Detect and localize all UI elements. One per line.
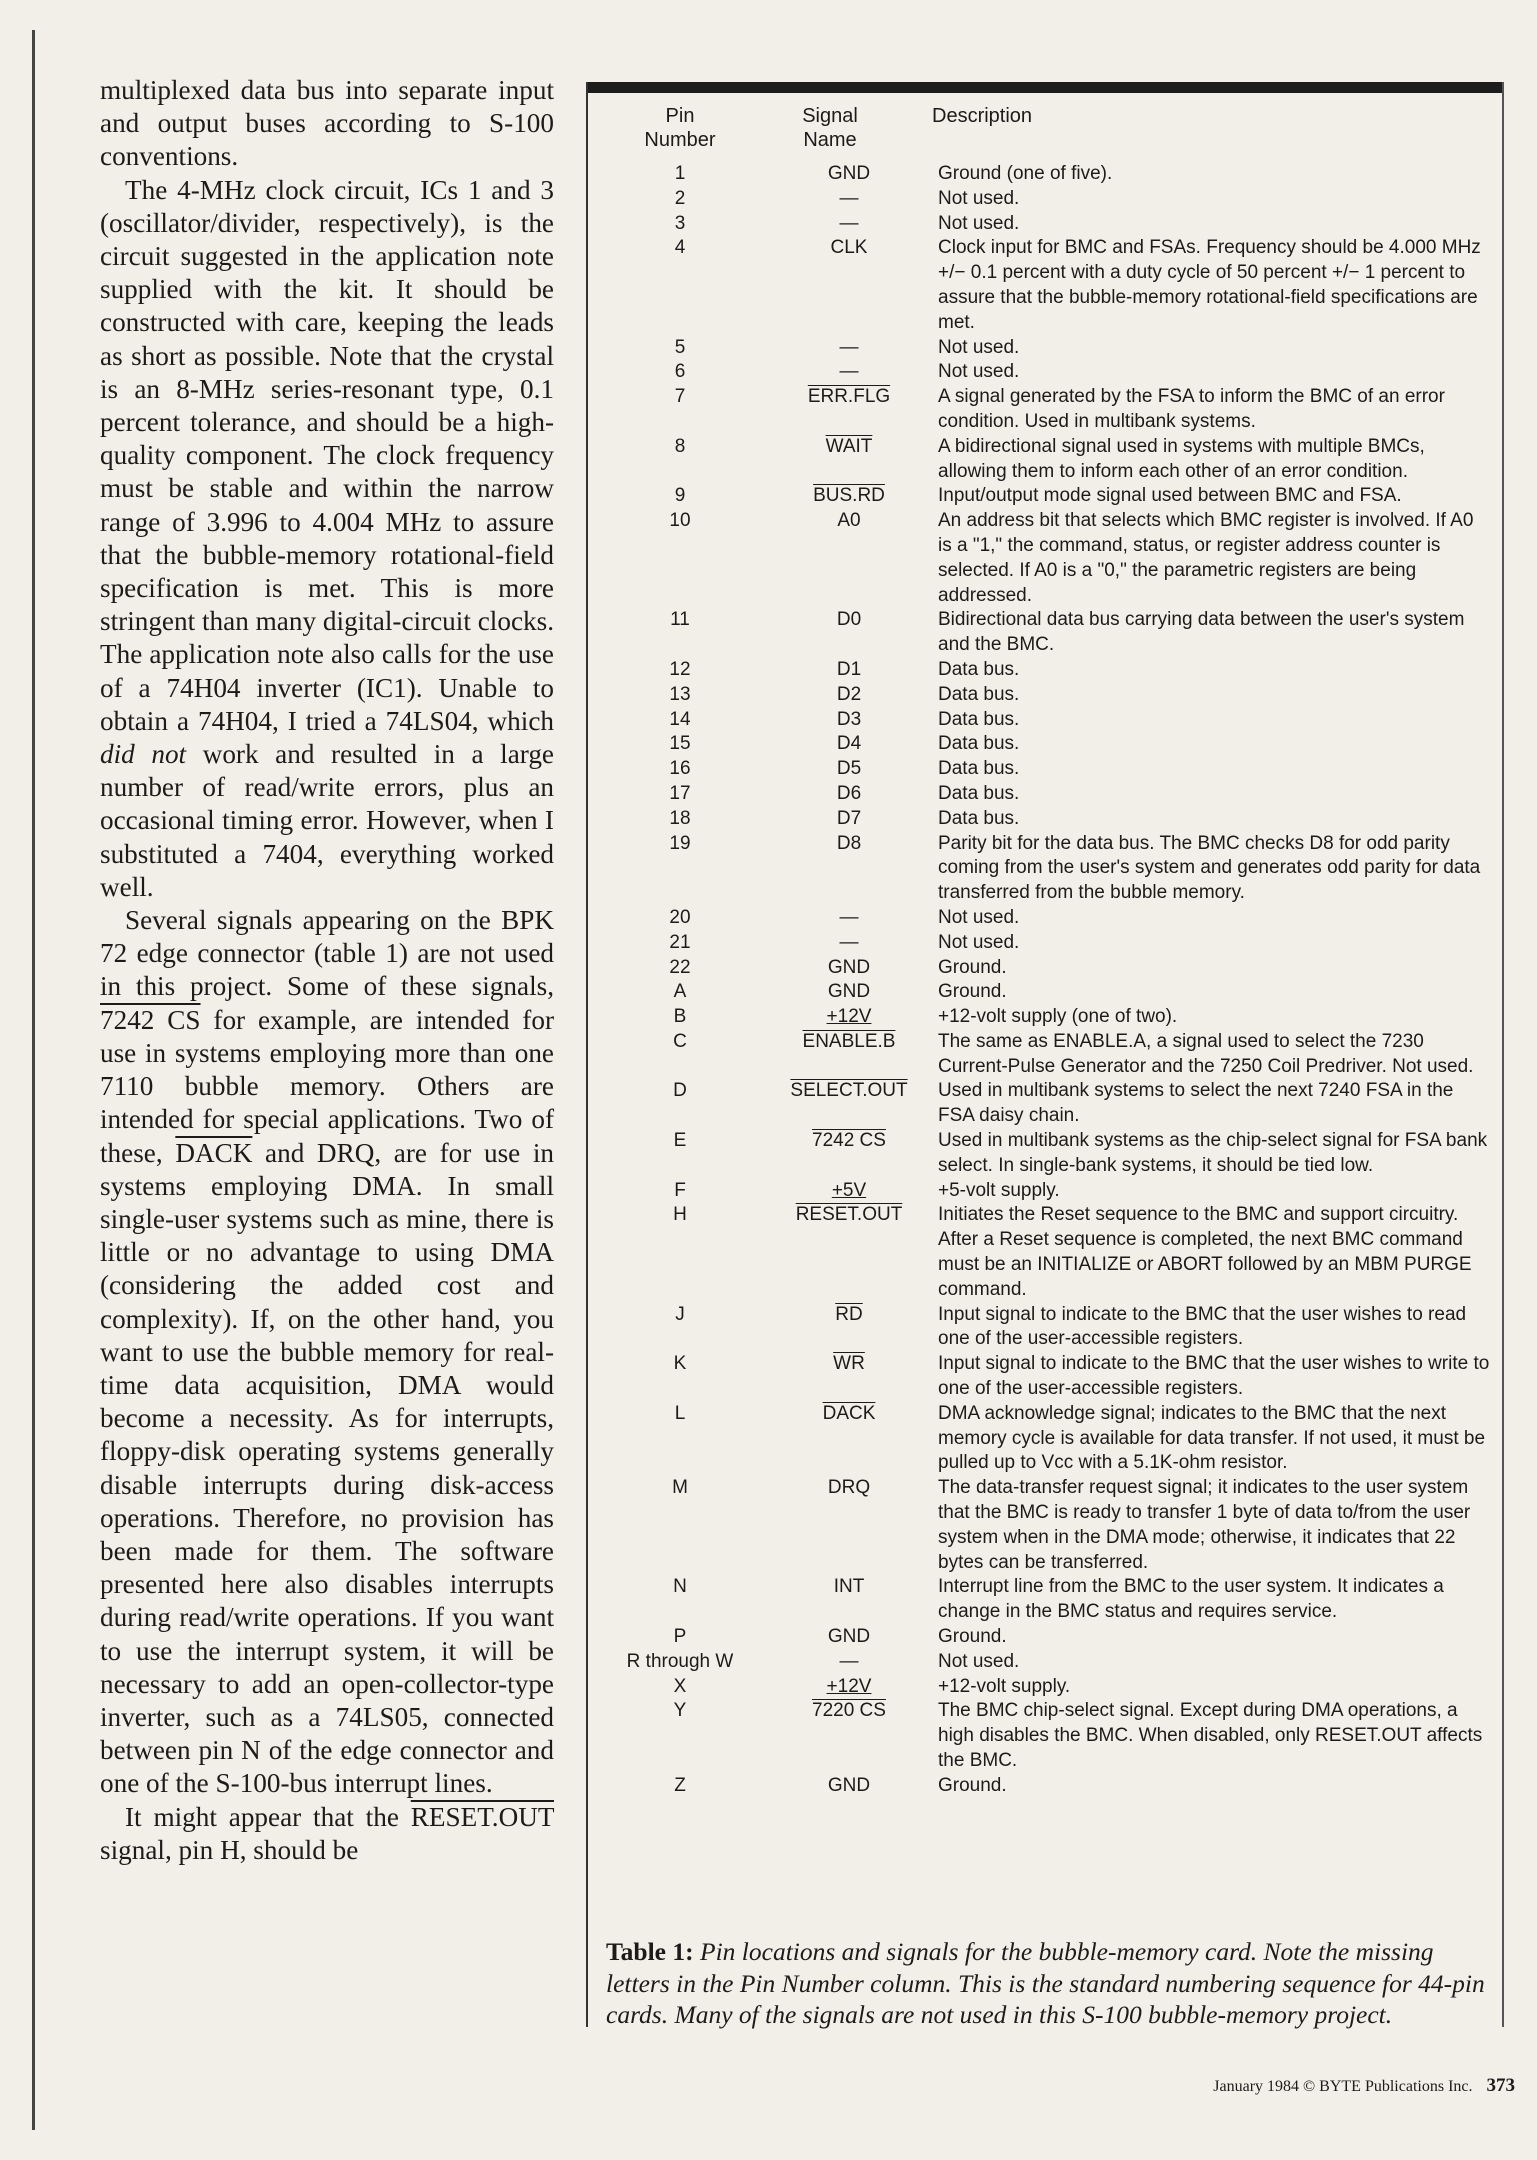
- description-cell: Used in multibank systems as the chip-select signal for FSA bank select. In single-bank systems, it should be tied low.: [938, 1130, 1488, 1176]
- signal-name-cell: GND: [827, 981, 871, 1003]
- pin-number-cell: Z: [674, 1774, 686, 1796]
- table-row: [588, 509, 1502, 608]
- header-pin-number: [588, 104, 772, 152]
- table-row: [588, 1575, 1502, 1625]
- description-cell: Ground.: [938, 956, 1007, 978]
- signal-name-cell: D2: [836, 683, 862, 705]
- description-cell: Not used.: [938, 212, 1020, 234]
- table-row: [588, 162, 1502, 187]
- table-row: [588, 1402, 1502, 1476]
- header-signal-name: [778, 104, 882, 152]
- paragraph-2-emphasis: did not: [100, 739, 187, 770]
- table-rows: [588, 162, 1502, 1799]
- pin-number-cell: F: [674, 1179, 686, 1201]
- signal-name-cell: CLK: [830, 237, 868, 259]
- signal-name-cell: GND: [827, 163, 871, 184]
- table-row: [588, 1774, 1502, 1799]
- description-cell: +5-volt supply.: [938, 1179, 1060, 1201]
- description-cell: Used in multibank systems to select the next 7240 FSA in the FSA daisy chain.: [938, 1080, 1454, 1127]
- signal-name-cell: GND: [827, 956, 871, 978]
- table-row: [588, 236, 1502, 335]
- signal-name-cell: INT: [833, 1576, 865, 1598]
- pin-number-cell: 12: [669, 658, 691, 680]
- signal-name-cell: ERR.FLG: [807, 386, 891, 408]
- paragraph-2-text: The 4-MHz clock circuit, ICs 1 and 3 (oscillator/divider, respectively), is the circuit suggested in the application note supplied with the kit. It should be constructed with care, keeping the leads as short as possible. Note that the crystal is an 8-MHz series-resonant type, 0.1 percent tolerance, and should be a high-quality component. The clock frequency must be stable and within the narrow range of 3.996 to 4.004 MHz to assure that the bubble-memory rotational-field specification is met. This is more stringent than many digital-circuit clocks. The application note also calls for the use of a 74H04 inverter (IC1). Unable to obtain a 74H04, I tried a 74LS04, which: [100, 174, 554, 736]
- description-cell: Data bus.: [938, 658, 1020, 680]
- pin-number-cell: 21: [669, 931, 691, 953]
- signal-name-cell: —: [839, 336, 859, 358]
- paragraph-3-text-c: and DRQ, are for use in systems employing DMA. In small single-user systems such as mine, there is little or no advantage to using DMA (considering the added cost and complexity). If, on the other hand, you want to use the bubble memory for real-time data acquisition, DMA would become a necessity. As for interrupts, floppy-disk operating systems generally disable interrupts during disk-access operations. Therefore, no provision has been made for them. The software presented here also disables interrupts during read/write operations. If you want to use the interrupt system, it will be necessary to add an open-collector-type inverter, such as a 74LS05, connected between pin N of the edge connector and one of the S-100-bus interrupt lines.: [100, 1137, 555, 1799]
- signal-name-cell: $\overline{RD}$: [835, 1303, 863, 1325]
- paragraph-4-text-a: It might appear that the: [125, 1801, 399, 1832]
- signal-reset-out: RESET.OUT: [410, 1801, 554, 1832]
- signal-name-cell: BUS.RD: [813, 485, 885, 507]
- pin-number-cell: 8: [674, 435, 686, 457]
- pin-number-cell: 1: [674, 163, 686, 184]
- signal-name-cell: D4: [836, 733, 862, 755]
- table-row: [588, 1005, 1502, 1030]
- pin-number-cell: 5: [674, 336, 686, 358]
- signal-name-cell: DRQ: [827, 1477, 871, 1499]
- table-row: [588, 360, 1502, 385]
- description-cell: Not used.: [938, 336, 1020, 358]
- description-cell: A signal generated by the FSA to inform the BMC of an error condition. Used in multibank systems.: [938, 386, 1445, 432]
- signal-name-cell: $\overline{WR}$: [833, 1353, 865, 1375]
- table-row: [588, 1030, 1502, 1080]
- signal-dack: DACK: [175, 1137, 253, 1168]
- signal-name-cell: GND: [827, 1774, 871, 1796]
- description-cell: Ground.: [938, 1774, 1007, 1796]
- table-row: [588, 1203, 1502, 1302]
- pin-number-cell: H: [673, 1204, 687, 1226]
- paragraph-2: [100, 174, 554, 904]
- table-row: [588, 187, 1502, 212]
- pin-number-cell: R through W: [626, 1650, 734, 1672]
- description-cell: Input signal to indicate to the BMC that the user wishes to read one of the user-accessible registers.: [938, 1303, 1467, 1350]
- signal-name-cell: DACK: [822, 1402, 876, 1424]
- signal-name-cell: D8: [836, 832, 862, 854]
- header-description: Description: [932, 105, 1033, 127]
- pin-number-cell: L: [674, 1402, 686, 1424]
- page-number: 373: [1486, 2075, 1515, 2096]
- description-cell: +12-volt supply (one of two).: [938, 1006, 1178, 1028]
- signal-name-cell: +12V: [826, 1006, 872, 1028]
- table-row: [588, 1699, 1502, 1773]
- description-cell: Parity bit for the data bus. The BMC checks D8 for odd parity coming from the user's system and generates odd parity for data transferred from the bubble memory.: [938, 832, 1481, 904]
- pin-number-cell: 14: [669, 708, 691, 730]
- table-row: [588, 683, 1502, 708]
- pin-number-cell: 10: [669, 510, 691, 532]
- pin-number-cell: 7: [674, 386, 686, 408]
- table-row: [588, 832, 1502, 906]
- table-top-rule: [588, 82, 1502, 93]
- table-row: [588, 435, 1502, 485]
- pin-number-cell: X: [673, 1675, 687, 1697]
- description-cell: Ground (one of five).: [938, 163, 1113, 184]
- description-cell: DMA acknowledge signal; indicates to the BMC that the next memory cycle is available for data transfer. If not used, it must be pulled up to Vcc with a 5.1K-ohm resistor.: [938, 1402, 1486, 1474]
- description-cell: Data bus.: [938, 807, 1020, 829]
- table-row: [588, 1079, 1502, 1129]
- signal-7242-cs: 7242 CS: [100, 1004, 201, 1035]
- signal-name-cell: +12V: [826, 1675, 872, 1697]
- footer-credit: January 1984 © BYTE Publications Inc.: [1213, 2078, 1473, 2095]
- signal-name-cell: GND: [827, 1626, 871, 1648]
- description-cell: Not used.: [938, 906, 1020, 928]
- description-cell: Interrupt line from the BMC to the user system. It indicates a change in the BMC status and requires service.: [938, 1576, 1444, 1623]
- page-margin-rule: [32, 30, 35, 2130]
- pin-number-cell: N: [673, 1576, 687, 1598]
- header-signal-line-2: Name: [803, 129, 857, 151]
- signal-name-cell: ENABLE.B: [802, 1030, 896, 1052]
- description-cell: Input signal to indicate to the BMC that the user wishes to write to one of the user-accessible registers.: [938, 1353, 1490, 1400]
- description-cell: Not used.: [938, 1650, 1020, 1672]
- table-row: [588, 757, 1502, 782]
- pin-number-cell: 19: [669, 832, 691, 854]
- pin-number-cell: 20: [669, 906, 691, 928]
- article-body-column: [100, 74, 554, 1867]
- signal-name-cell: D1: [836, 658, 862, 680]
- signal-name-cell: D5: [836, 758, 862, 780]
- pin-number-cell: 13: [669, 683, 691, 705]
- description-cell: Data bus.: [938, 683, 1020, 705]
- signal-name-cell: —: [839, 187, 859, 209]
- paragraph-1: multiplexed data bus into separate input and output buses according to S-100 conventions.: [100, 75, 554, 172]
- description-cell: The BMC chip-select signal. Except during DMA operations, a high disables the BMC. When disabled, only RESET.OUT affects the BMC.: [938, 1700, 1483, 1771]
- caption-text: Pin locations and signals for the bubble-memory card. Note the missing letters in the Pin Number column. This is the standard numbering sequence for 44-pin cards. Many of the signals are not used in this S-100 bubble-memory project.: [606, 1937, 1485, 2029]
- signal-name-cell: 7242 CS: [812, 1130, 886, 1152]
- pin-number-cell: 16: [669, 758, 691, 780]
- table-row: [588, 931, 1502, 956]
- description-cell: Data bus.: [938, 733, 1020, 755]
- pin-number-cell: 22: [669, 956, 691, 978]
- description-cell: Data bus.: [938, 708, 1020, 730]
- table-row: [588, 732, 1502, 757]
- table-row: [588, 1476, 1502, 1575]
- pin-number-cell: 2: [674, 187, 686, 209]
- table-row: [588, 608, 1502, 658]
- pin-number-cell: 17: [669, 782, 691, 804]
- description-cell: Data bus.: [938, 782, 1020, 804]
- signal-name-cell: A0: [837, 510, 861, 532]
- paragraph-4-text-b: signal, pin H, should be: [100, 1834, 359, 1865]
- pin-number-cell: A: [673, 981, 687, 1003]
- table-row: [588, 782, 1502, 807]
- table-row: [588, 1303, 1502, 1353]
- paragraph-3-text-a: Several signals appearing on the BPK 72 edge connector (table 1) are not used in this project. Some of these signals,: [100, 905, 554, 1002]
- table-row: [588, 1625, 1502, 1650]
- paragraph-3: [100, 904, 554, 1800]
- pin-number-cell: 11: [670, 609, 690, 631]
- description-cell: Bidirectional data bus carrying data between the user's system and the BMC.: [938, 609, 1465, 656]
- table-row: [588, 1650, 1502, 1675]
- caption-label: Table 1:: [606, 1937, 694, 1966]
- description-cell: Data bus.: [938, 758, 1020, 780]
- signal-name-cell: D0: [836, 609, 862, 631]
- pin-number-cell: E: [673, 1130, 687, 1152]
- table-row: [588, 807, 1502, 832]
- pin-number-cell: Y: [673, 1700, 687, 1722]
- description-cell: +12-volt supply.: [938, 1675, 1071, 1697]
- description-cell: Initiates the Reset sequence to the BMC and support circuitry. After a Reset sequence is completed, the next BMC command must be an INITIALIZE or ABORT followed by an MBM PURGE command.: [938, 1204, 1472, 1300]
- signal-name-cell: D3: [836, 708, 862, 730]
- description-cell: Ground.: [938, 1626, 1007, 1648]
- paragraph-3-text-b: for example, are intended for use in systems employing more than one 7110 bubble memory. Others are intended for special applications. Two of these,: [100, 1004, 555, 1168]
- pin-number-cell: J: [675, 1303, 685, 1325]
- signal-name-cell: —: [839, 212, 859, 234]
- pin-table: [586, 82, 1504, 2027]
- pin-number-cell: P: [673, 1626, 687, 1648]
- table-row: [588, 336, 1502, 361]
- pin-number-cell: C: [673, 1030, 687, 1052]
- table-row: [588, 1675, 1502, 1700]
- description-cell: The data-transfer request signal; it indicates to the user system that the BMC is ready to transfer 1 byte of data to/from the user system when in the DMA mode; otherwise, it indicates that 22 bytes can be transferred.: [938, 1477, 1471, 1573]
- page-footer: [1213, 2075, 1515, 2097]
- signal-name-cell: SELECT.OUT: [790, 1080, 908, 1102]
- paragraph-2-end: work and resulted in a large number of read/write errors, plus an occasional timing error. However, when I substituted a 7404, everything worked well.: [100, 739, 554, 902]
- pin-number-cell: D: [673, 1080, 687, 1102]
- table-row: [588, 385, 1502, 435]
- description-cell: An address bit that selects which BMC register is involved. If A0 is a "1," the command, status, or register address counter is selected. If A0 is a "0," the parametric registers are being addressed.: [938, 510, 1474, 606]
- description-cell: A bidirectional signal used in systems with multiple BMCs, allowing them to inform each other of an error condition.: [938, 435, 1425, 482]
- table-row: [588, 906, 1502, 931]
- signal-name-cell: —: [839, 906, 859, 928]
- description-cell: Not used.: [938, 187, 1020, 209]
- table-row: [588, 956, 1502, 981]
- signal-name-cell: D7: [836, 807, 862, 829]
- description-cell: Ground.: [938, 981, 1007, 1003]
- description-cell: The same as ENABLE.A, a signal used to select the 7230 Current-Pulse Generator and the 7250 Coil Predriver. Not used.: [938, 1030, 1474, 1077]
- pin-number-cell: K: [673, 1353, 687, 1375]
- pin-number-cell: 3: [674, 212, 686, 234]
- pin-number-cell: B: [673, 1006, 687, 1028]
- pin-number-cell: 15: [669, 733, 691, 755]
- description-cell: Input/output mode signal used between BMC and FSA.: [938, 485, 1402, 507]
- table-row: [588, 1352, 1502, 1402]
- signal-name-cell: —: [839, 1650, 859, 1672]
- table-caption: [606, 1936, 1494, 2031]
- table-row: [588, 1129, 1502, 1179]
- signal-name-cell: 7220 CS: [812, 1700, 886, 1722]
- table-row: [588, 1179, 1502, 1204]
- header-pin-line-2: Number: [644, 129, 716, 151]
- description-cell: Not used.: [938, 361, 1020, 383]
- table-row: [588, 658, 1502, 683]
- table-row: [588, 980, 1502, 1005]
- signal-name-cell: —: [839, 931, 859, 953]
- signal-name-cell: RESET.OUT: [795, 1204, 903, 1226]
- header-pin-line-1: Pin: [665, 105, 695, 127]
- table-row: [588, 484, 1502, 509]
- pin-number-cell: 4: [674, 237, 686, 259]
- pin-number-cell: M: [672, 1477, 688, 1499]
- signal-name-cell: —: [839, 361, 859, 383]
- pin-number-cell: 6: [674, 361, 686, 383]
- paragraph-4: [100, 1801, 554, 1867]
- description-cell: Not used.: [938, 931, 1020, 953]
- signal-name-cell: +5V: [831, 1179, 867, 1201]
- header-signal-line-1: Signal: [802, 105, 858, 127]
- pin-number-cell: 9: [674, 485, 686, 507]
- pin-number-cell: 18: [669, 807, 691, 829]
- description-cell: Clock input for BMC and FSAs. Frequency should be 4.000 MHz +/− 0.1 percent with a duty cycle of 50 percent +/− 1 percent to assure that the bubble-memory rotational-field specifications are met.: [938, 237, 1481, 333]
- signal-name-cell: D6: [836, 782, 862, 804]
- signal-name-cell: WAIT: [825, 435, 873, 457]
- table-row: [588, 212, 1502, 237]
- table-row: [588, 708, 1502, 733]
